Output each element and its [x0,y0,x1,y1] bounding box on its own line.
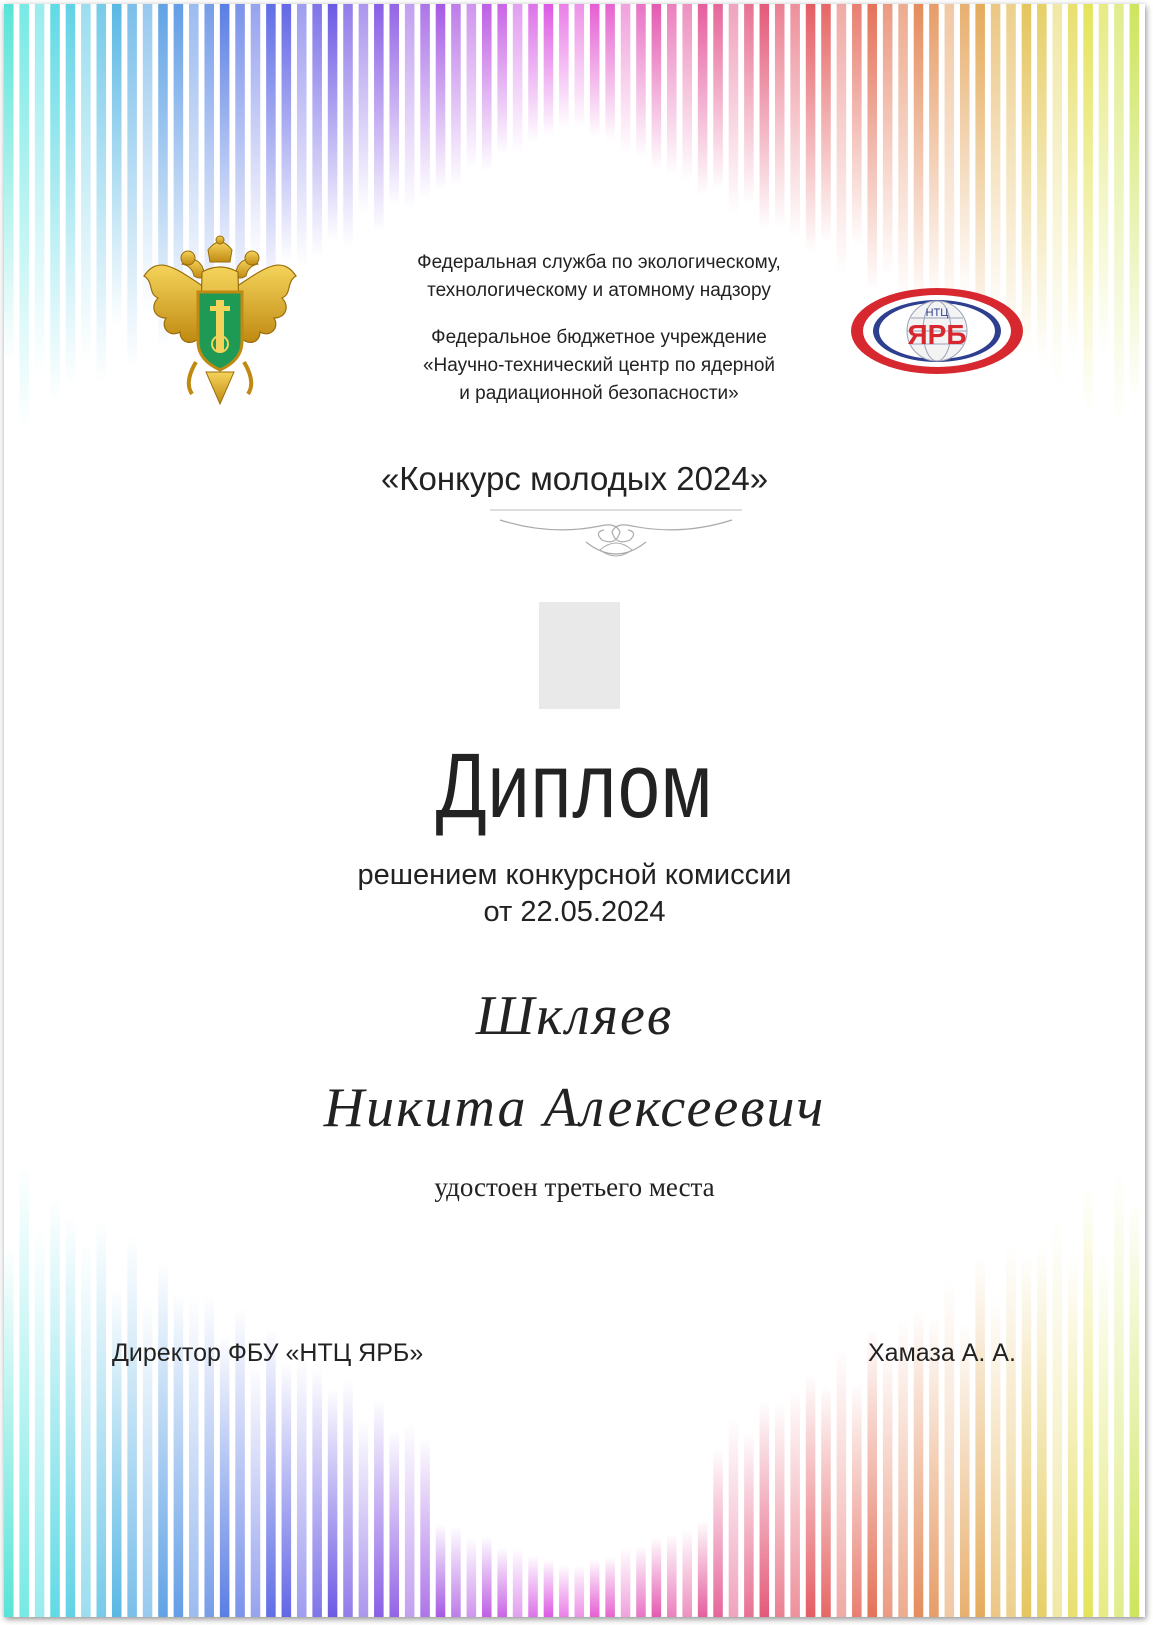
rainbow-stripe [760,1401,770,1617]
rainbow-stripe [35,4,45,377]
rainbow-stripe [790,4,800,240]
rainbow-stripe [436,1524,446,1617]
recipient-surname: Шкляев [475,985,674,1047]
director-title: Директор ФБУ «НТЦ ЯРБ» [112,1339,424,1367]
rainbow-stripe [1099,4,1109,357]
rainbow-stripe [698,4,708,196]
rainbow-stripe [328,1389,338,1617]
rainbow-stripe [497,4,507,155]
rainbow-stripe [698,1520,708,1617]
rainbow-stripe [837,4,847,275]
rainbow-stripe [420,1438,430,1617]
rainbow-stripe [837,1348,847,1617]
rainbow-stripe [636,4,646,157]
rainbow-stripe [559,4,569,128]
rainbow-stripe [729,4,739,215]
rainbow-stripe [19,1164,29,1617]
rainbow-stripe [389,4,399,206]
rainbow-stripe [883,1346,893,1617]
rainbow-stripe [744,4,754,204]
rainbow-stripe [883,4,893,276]
rainbow-stripe [97,1219,107,1617]
rainbow-stripe [544,4,554,136]
rainbow-stripe [528,4,538,143]
rainbow-stripe [50,4,60,401]
rainbow-stripe [605,1557,615,1617]
award-text: удостоен третьего места [434,1172,715,1202]
rainbow-stripe [282,4,292,262]
rainbow-stripe [1130,4,1140,400]
rainbow-stripe [528,1555,538,1617]
rainbow-stripe [1083,1183,1093,1617]
rainbow-stripe [359,4,369,214]
rainbow-stripe [35,1227,45,1617]
logo-big-text: ЯРБ [907,319,967,350]
rainbow-stripe [451,1526,461,1617]
rainbow-stripe [867,1328,877,1617]
agency-name-line-1: Федеральная служба по экологическому, [417,252,781,273]
rainbow-stripe [405,4,415,212]
rainbow-stripe [1022,1252,1032,1617]
rainbow-stripe [806,1374,816,1617]
rainbow-stripe [158,1261,168,1617]
flourish-divider-icon [490,506,742,568]
rainbow-stripe [1052,4,1062,389]
rainbow-stripe [66,1217,76,1617]
rainbow-stripe [220,1335,230,1617]
rainbow-stripe [467,4,477,170]
rainbow-stripe [621,1548,631,1617]
decision-date: от 22.05.2024 [483,896,666,928]
rainbow-stripe [945,4,955,333]
rainbow-stripe [97,4,107,383]
rainbow-stripe [297,4,307,267]
rainbow-stripe [1068,1253,1078,1617]
rainbow-stripe [312,1367,322,1617]
rainbow-stripes-bottom [4,1144,1145,1617]
rainbow-stripe [852,1382,862,1617]
rainbow-stripe [1114,4,1124,427]
rainbow-stripe [713,4,723,190]
rainbow-stripe [790,1390,800,1617]
agency-name-line-2: технологическому и атомному надзору [427,280,771,301]
organization-name-line-1: Федеральное бюджетное учреждение [431,327,767,348]
rainbow-stripe [852,4,862,246]
rainbow-stripe [328,4,338,241]
rainbow-stripe [636,1546,646,1617]
rainbow-stripe [775,1403,785,1617]
rainbow-stripe [821,4,831,243]
rainbow-stripe [50,1198,60,1617]
diploma-title: Диплом [435,735,714,837]
rainbow-stripe [1037,1243,1047,1617]
rainbow-stripe [667,1534,677,1618]
rainbow-stripe [482,1536,492,1617]
rainbow-stripe [297,1357,307,1617]
rainbow-stripe [713,1449,723,1617]
rainbow-stripe [389,1430,399,1618]
rainbow-stripe [652,1538,662,1617]
rainbow-stripe [81,4,91,365]
rainbow-stripe [359,1420,369,1617]
rainbow-stripe [127,1234,137,1617]
rainbow-stripe [575,1565,585,1617]
rainbow-stripe [729,1419,739,1617]
rainbow-stripe [945,1279,955,1618]
rainbow-stripe [19,4,29,430]
rainbow-stripe [513,1548,523,1617]
diploma-sheet [4,4,1145,1617]
rainbow-stripe [652,4,662,170]
rainbow-stripe [513,4,523,154]
rainbow-stripe [127,4,137,370]
rainbow-stripe [544,1560,554,1617]
rainbow-stripe [667,4,677,176]
rainbow-stripe [1083,4,1093,414]
rainbow-stripe [821,1385,831,1617]
rainbow-stripe [760,4,770,230]
rainbow-stripe [81,1241,91,1617]
director-name: Хамаза А. А. [868,1339,1016,1367]
ntc-yarb-globe-logo-icon [849,286,1026,376]
rainbow-stripe [251,4,261,260]
rainbow-stripe [497,1548,507,1618]
rainbow-stripe [374,1399,384,1617]
logo-small-text: НТЦ [925,307,949,319]
rainbow-stripe [682,1530,692,1617]
rainbow-stripe [266,1329,276,1617]
rainbow-stripe [991,4,1001,319]
rainbow-stripe [420,4,430,199]
rainbow-stripe [112,4,122,326]
rainbow-stripe [251,1365,261,1617]
rainbow-stripe [374,4,384,232]
rainbow-stripe [590,4,600,137]
rainbow-stripe [559,1565,569,1617]
rainbow-stripe [975,1255,985,1617]
rainbow-stripe [467,1538,477,1617]
rainbow-stripe [4,1246,14,1617]
rainbow-stripe [960,4,970,296]
recipient-given-names: Никита Алексеевич [323,1077,826,1139]
rainbow-stripe [590,1559,600,1617]
contest-name: «Конкурс молодых 2024» [380,460,769,497]
organization-name-line-2: «Научно-технический центр по ядерной [422,355,776,376]
rainbow-stripe [1052,1213,1062,1617]
rainbow-stripe [436,4,446,190]
rainbow-stripe [112,1287,122,1617]
rainbow-stripe [482,4,492,172]
rainbow-stripe [682,4,692,182]
rainbow-stripe [744,1432,754,1617]
rainbow-stripe [451,4,461,187]
rainbow-stripe [282,1363,292,1617]
rainbow-stripe [867,4,877,291]
rainbow-stripe [806,4,816,253]
rainbow-stripe [1006,1243,1016,1617]
rainbow-stripe [1037,4,1047,364]
rainbow-stripe [605,4,615,140]
rainbow-stripe [66,4,76,385]
rainbow-stripe [343,4,353,248]
rainbow-stripe [775,4,785,228]
rainbow-stripe [343,1380,353,1617]
rainbow-stripe [1099,1251,1109,1617]
rainbow-stripe [1114,1167,1124,1617]
decision-line-1: решением конкурсной комиссии [357,859,792,891]
photo-placeholder [539,602,620,709]
rainbow-stripe [1068,4,1078,354]
rainbow-stripe [575,4,585,128]
rainbow-stripe [621,4,631,154]
rainbow-stripe [1130,1199,1140,1617]
rainbow-stripe [4,4,14,361]
rainbow-stripe [405,1423,415,1617]
organization-name-line-3: и радиационной безопасности» [459,383,739,404]
rainbow-stripe [312,4,322,258]
